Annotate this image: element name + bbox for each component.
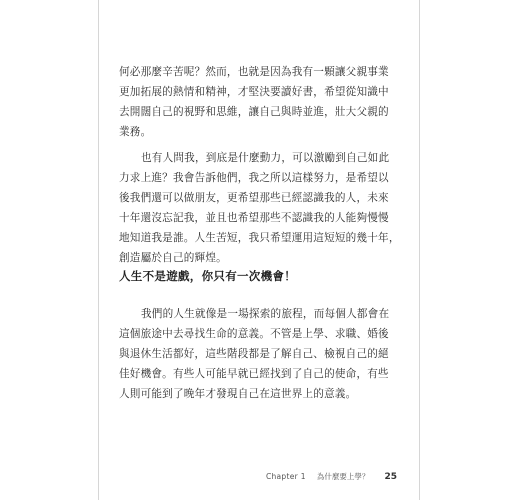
page-number: 25: [384, 472, 397, 482]
footer-chapter: Chapter 1: [265, 472, 306, 481]
book-page: [98, 0, 420, 500]
paragraph-line: 何必那麼辛苦呢？然而，也就是因為我有一顆讓父親事業: [119, 66, 389, 78]
footer-chapter-title: 為什麼要上學？: [316, 472, 370, 481]
paragraph-3: [119, 304, 405, 404]
paragraph-line: 我們的人生就像是一場探索的旅程，而每個人都會在: [141, 308, 390, 320]
paragraph-line: 去開闊自己的視野和思維，讓自己與時並進，壯大父親的: [119, 106, 389, 118]
paragraph-line: 力求上進？我會告訴他們，我之所以這樣努力，是希望以: [119, 172, 389, 184]
paragraph-line: 這個旅途中去尋找生命的意義。不管是上學、求職、婚後: [119, 328, 389, 340]
paragraph-line: 十年還沒忘記我，並且也希望那些不認識我的人能夠慢慢: [119, 212, 389, 224]
paragraph-1: [119, 62, 405, 142]
paragraph-line: 佳好機會。有些人可能早就已經找到了自己的使命，有些: [119, 368, 389, 380]
paragraph-line: 與退休生活都好，這些階段都是了解自己、檢視自己的絕: [119, 348, 389, 360]
paragraph-line: 也有人問我，到底是什麼動力，可以激勵到自己如此: [141, 152, 390, 164]
paragraph-line: 業務。: [119, 126, 152, 138]
paragraph-line: 更加拓展的熱情和精神，才堅決要讀好書，希望從知識中: [119, 86, 389, 98]
section-heading: 人生不是遊戲，你只有一次機會！: [119, 269, 296, 283]
paragraph-2: [119, 148, 405, 268]
paragraph-line: 創造屬於自己的輝煌。: [119, 252, 227, 264]
paragraph-line: 地知道我是誰。人生苦短，我只希望運用這短短的幾十年，: [119, 232, 400, 244]
paragraph-line: 人則可能到了晚年才發現自己在這世界上的意義。: [119, 388, 357, 400]
page-footer: [266, 464, 397, 483]
paragraph-line: 後我們還可以做朋友，更希望那些已經認識我的人，未來: [119, 192, 389, 204]
